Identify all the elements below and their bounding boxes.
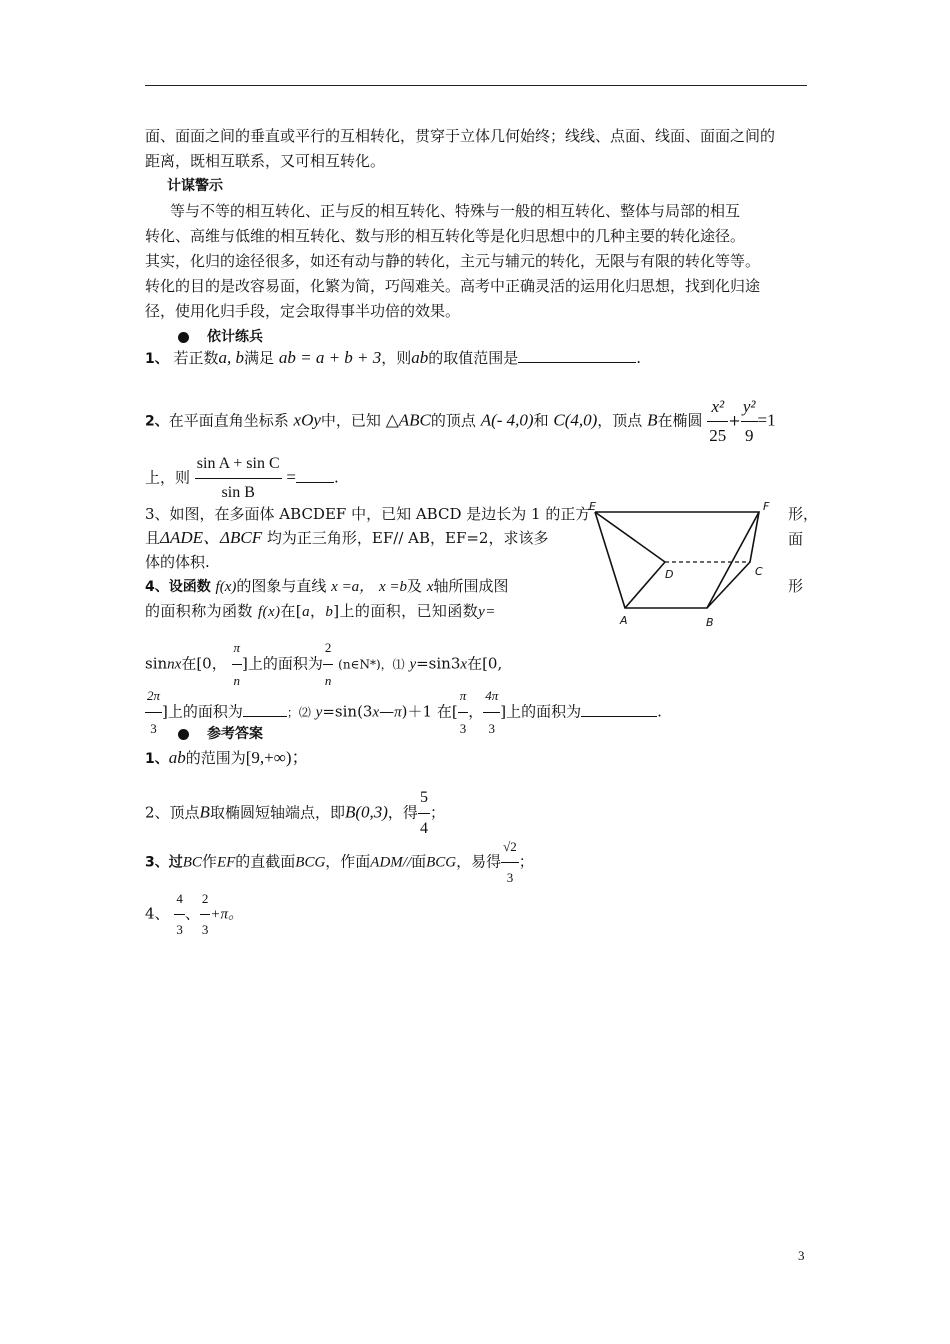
q4-l1c: 的图象与直线: [236, 577, 327, 595]
a3-adm: ADM//: [370, 854, 412, 871]
a3-text-c: 作: [201, 852, 217, 871]
a3-bcg-2: BCG: [426, 854, 457, 871]
q4-l4h: )＋1 在[: [401, 702, 458, 721]
polyhedron-figure: [585, 498, 780, 628]
a1-range: [9,+∞)；: [245, 748, 309, 767]
a4-num2: 2: [201, 891, 209, 906]
practice-heading: 依计练兵: [207, 329, 263, 345]
a3-fraction: [501, 832, 519, 893]
q4-dash: —: [379, 702, 395, 721]
header-rule: [145, 85, 807, 86]
q4-n-2: n: [323, 664, 334, 697]
q4-l2c: 在[: [280, 602, 303, 620]
q1-vars: a, b: [218, 348, 245, 367]
q2-end: .: [334, 468, 339, 487]
q2-point-b: B: [647, 410, 658, 430]
q4-x-3: x: [460, 656, 468, 673]
q4-pi-2: π: [394, 704, 402, 721]
q1-text-c: ，则: [381, 349, 412, 367]
answer-1: [145, 747, 309, 770]
a2-text-c: 取椭圆短轴端点，即: [209, 803, 345, 822]
q2-eq1: =1: [757, 410, 776, 430]
label-B: B: [706, 616, 714, 628]
q2-x2: x²: [711, 397, 725, 416]
a3-bcg: BCG: [295, 854, 326, 871]
a3-text-k: ，易得: [456, 852, 502, 871]
q4-answer-blank-1: [243, 701, 287, 717]
question-4-line-2: [145, 600, 496, 623]
a4-num1: 4: [176, 891, 183, 906]
q3-l2d: EF// AB，EF=2，求该多: [371, 529, 549, 547]
q2-fraction-x: [707, 393, 728, 450]
q3-triangles: ΔADE、ΔBCF: [160, 528, 263, 547]
q2-eqsign: =: [286, 467, 296, 487]
q4-nx: nx: [167, 656, 182, 673]
q2-plus: +: [728, 411, 741, 430]
answer-4: [145, 884, 243, 945]
q1-ab: ab: [411, 348, 429, 367]
answers-heading: 参考答案: [207, 726, 263, 742]
a1-text: 的范围为: [185, 749, 246, 767]
q3-line-1: 3、如图，在多面体 ABCDEF 中，已知 ABCD 是边长为 1 的正方: [145, 505, 591, 523]
q4-l4b: ；⑵: [286, 705, 311, 720]
q4-comma: ，: [309, 602, 326, 620]
q4-l3c: 在[0，: [181, 654, 227, 673]
q2-triangle: △ABC: [385, 410, 431, 430]
tips-line-3: 其实，化归的途径很多，如还有动与静的转化，主元与辅元的转化，无限与有限的转化等等。: [145, 252, 761, 270]
q4-4pi: 4π: [485, 688, 499, 703]
a3-text-i: 面: [411, 852, 427, 871]
q2-den25: 25: [707, 421, 728, 450]
a2-text-a: 2、顶点: [145, 803, 200, 822]
question-2-cont: [145, 450, 339, 507]
label-A: A: [620, 614, 628, 627]
q1-text-a: 若正数: [173, 349, 219, 367]
tips-heading: 计谋警示: [167, 178, 223, 194]
q2-den9: 9: [741, 421, 758, 450]
side-word-2: 面: [788, 530, 804, 548]
a3-num: √2: [503, 839, 517, 854]
q2-text-b: 中，已知: [320, 411, 381, 430]
q4-l3i: 在[0,: [467, 654, 503, 673]
q1-equation: ab = a + b + 3: [278, 348, 382, 367]
figure-outline: [595, 512, 759, 608]
a3-end: ；: [518, 852, 534, 871]
q4-answer-blank-2: [581, 701, 657, 717]
q3-l2a: 且: [145, 529, 161, 547]
bullet-icon: [178, 332, 189, 343]
intro-line-2: 距离，既相互联系，又可相互转化。: [145, 152, 386, 170]
q4-x-b: x =b: [378, 579, 407, 595]
question-4-line-1: [145, 575, 508, 598]
side-word-1: 形，: [788, 505, 819, 523]
tips-line-4: 转化的目的是改容易面，化繁为简，巧闯难关。高考中正确灵活的运用化归思想，找到化归途: [145, 277, 761, 295]
a2-point: B(0,3): [344, 802, 388, 822]
q2-denominator: sin B: [195, 478, 282, 507]
q2-sine-fraction: [195, 450, 282, 507]
q2-text-e: 在椭圆: [657, 411, 703, 430]
a3-bc: BC: [182, 854, 202, 871]
q2-answer-blank: [296, 467, 334, 483]
practice-heading-row: [178, 326, 263, 348]
a3-text-g: ，作面: [325, 852, 371, 871]
a4-sep: 、: [184, 904, 200, 923]
q2-text-a: 在平面直角坐标系: [168, 411, 289, 430]
q4-comma-2: ，: [468, 702, 484, 721]
question-1: [145, 347, 641, 370]
a3-text-a: 3、过: [145, 854, 183, 871]
a4-end: +π。: [210, 906, 243, 923]
q4-two: 2: [324, 640, 332, 655]
side-word-3: 形: [788, 577, 804, 595]
a4-fraction-2: [200, 884, 211, 945]
q1-answer-blank: [518, 347, 636, 363]
a3-den: 3: [501, 862, 519, 893]
q4-pi-3: π: [459, 688, 467, 703]
q4-4pi-over-3: [483, 680, 500, 745]
q4-three: 3: [145, 712, 162, 745]
q2-numerator: sin A + sin C: [196, 455, 280, 472]
q4-fx-2: f(x): [257, 604, 281, 620]
question-3-line-2: [145, 527, 548, 549]
label-F: F: [763, 500, 770, 513]
q4-x: x: [426, 579, 434, 595]
q4-b: b: [325, 604, 334, 620]
q2-xoy: xOy: [293, 410, 321, 430]
q4-sin3: =sin3: [416, 654, 461, 673]
question-3-line-3: 体的体积.: [145, 553, 210, 571]
q2-number: 2、: [145, 413, 169, 430]
q4-2pi-over-3: [145, 680, 162, 745]
q4-n: n: [232, 664, 243, 697]
page-number: 3: [798, 1248, 805, 1263]
q4-three-3: 3: [483, 712, 500, 745]
q3-l2c: 均为正三角形，: [266, 529, 372, 547]
q4-sin: sin: [145, 654, 168, 673]
intro-line-1: 面、面面之间的垂直或平行的互相转化，贯穿于立体几何始终；线线、点面、线面、面面之间的: [145, 127, 776, 145]
edge-DA: [625, 562, 665, 608]
q4-pi: π: [233, 640, 241, 655]
a4-number: 4、: [145, 904, 170, 923]
a4-den2: 3: [200, 914, 211, 945]
label-C: C: [755, 565, 763, 578]
edge-BF: [707, 512, 759, 608]
q4-sin3-2: =sin(3: [322, 702, 373, 721]
question-3-line-1: [145, 503, 590, 525]
q4-y-2: y: [409, 656, 417, 673]
a2-den: 4: [418, 813, 430, 844]
q4-2pi: 2π: [147, 688, 161, 703]
label-D: D: [665, 568, 674, 581]
q2-text-f: 上，则: [145, 468, 191, 487]
q4-l4a: ]上的面积为: [162, 702, 243, 721]
q4-l1a: 4、设函数: [145, 579, 211, 595]
a2-text-e: ，得: [387, 803, 418, 822]
bullet-icon-2: [178, 729, 189, 740]
a4-den1: 3: [174, 914, 185, 945]
edge-ED: [595, 512, 665, 562]
q4-end: .: [657, 702, 662, 721]
q2-point-a: A(- 4,0): [480, 410, 534, 430]
a3-text-e: 的直截面: [235, 852, 296, 871]
q1-text-d: 的取值范围是: [428, 349, 519, 367]
q1-end: .: [636, 349, 642, 367]
q4-three-2: 3: [458, 712, 469, 745]
a2-b: B: [199, 802, 210, 822]
a1-ab: ab: [168, 748, 186, 767]
q2-and: 和: [533, 411, 549, 430]
q4-l1f: 及: [407, 577, 423, 595]
tips-line-1: 等与不等的相互转化、正与反的相互转化、特殊与一般的相互转化、整体与局部的相互: [170, 202, 741, 220]
question-2: [145, 393, 776, 450]
q1-number: 1、: [145, 351, 169, 367]
q2-text-c: 的顶点: [430, 411, 476, 430]
a3-ef: EF: [216, 854, 236, 871]
q4-fx: f(x): [215, 579, 237, 595]
q4-x-4: x: [372, 704, 380, 721]
tips-line-5: 径，使用化归手段，定会取得事半功倍的效果。: [145, 302, 461, 320]
q4-pi-over-3: [458, 680, 469, 745]
q1-text-b: 满足: [244, 349, 275, 367]
a1-number: 1、: [145, 751, 169, 767]
q4-a: a: [302, 604, 310, 620]
q4-l2a: 的面积称为函数: [145, 602, 253, 620]
q2-y2: y²: [742, 397, 756, 416]
q4-y-3: y: [315, 704, 323, 721]
q4-l2g: ]上的面积，已知函数: [333, 602, 479, 620]
q4-y: y=: [478, 604, 496, 620]
q2-point-c: C(4,0): [553, 410, 598, 430]
label-E: E: [589, 500, 596, 513]
a2-num: 5: [419, 789, 428, 806]
q2-fraction-y: [741, 393, 758, 450]
q4-l1h: 轴所围成图: [433, 577, 509, 595]
q4-l4n: ]上的面积为: [500, 702, 582, 721]
answers-heading-row: [178, 723, 263, 745]
a4-fraction-1: [174, 884, 185, 945]
q4-l3d: ]上的面积为: [242, 654, 323, 673]
q4-x-a: x =a，: [331, 579, 375, 595]
q4-l3e: (n∈N*)，⑴: [338, 657, 405, 672]
a2-end: ；: [429, 803, 445, 822]
tips-line-2: 转化、高维与低维的相互转化、数与形的相互转化等是化归思想中的几种主要的转化途径。: [145, 227, 746, 245]
q2-text-d: ，顶点: [597, 411, 643, 430]
